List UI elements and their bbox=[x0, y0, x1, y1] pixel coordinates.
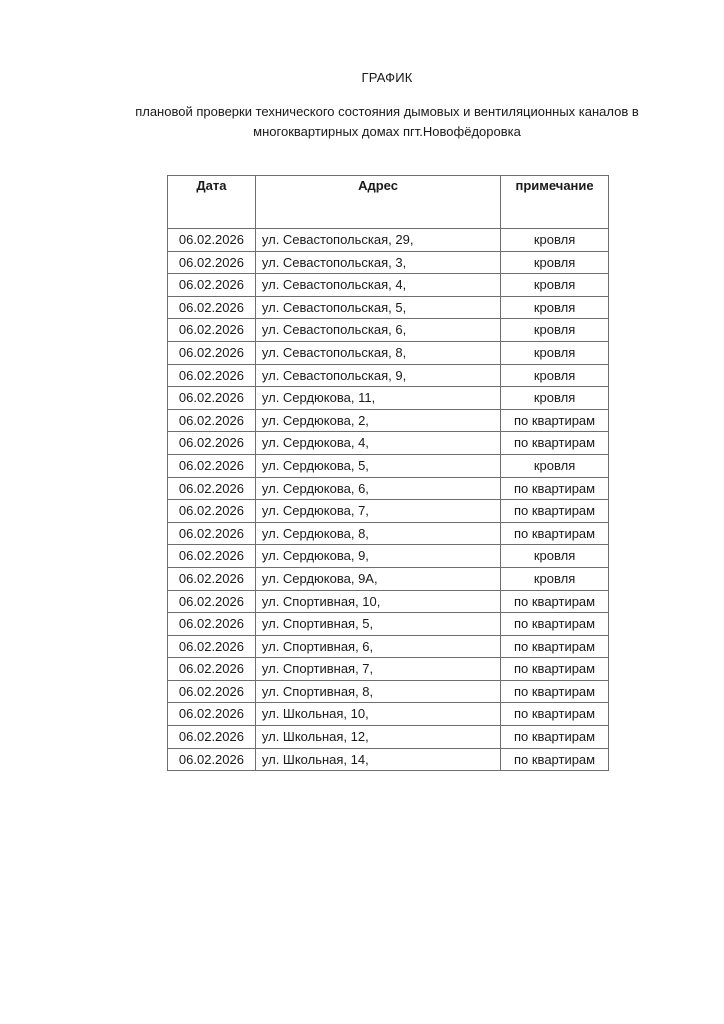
cell-note: кровля bbox=[501, 296, 609, 319]
cell-address: ул. Севастопольская, 9, bbox=[255, 364, 500, 387]
table-row bbox=[168, 703, 609, 726]
header-address: Адрес bbox=[255, 176, 500, 229]
table-row bbox=[168, 477, 609, 500]
header-note: примечание bbox=[501, 176, 609, 229]
table-row bbox=[168, 748, 609, 771]
table-body bbox=[168, 229, 609, 771]
cell-date: 06.02.2026 bbox=[168, 590, 256, 613]
cell-address: ул. Спортивная, 6, bbox=[255, 635, 500, 658]
table-row bbox=[168, 454, 609, 477]
cell-date: 06.02.2026 bbox=[168, 477, 256, 500]
table-row bbox=[168, 432, 609, 455]
cell-note: по квартирам bbox=[501, 658, 609, 681]
cell-address: ул. Сердюкова, 11, bbox=[255, 387, 500, 410]
cell-date: 06.02.2026 bbox=[168, 387, 256, 410]
subtitle-line-1: плановой проверки технического состояния дымовых и вентиляционных каналов в bbox=[135, 104, 639, 119]
cell-note: кровля bbox=[501, 274, 609, 297]
cell-address: ул. Спортивная, 7, bbox=[255, 658, 500, 681]
cell-address: ул. Школьная, 12, bbox=[255, 726, 500, 749]
cell-note: по квартирам bbox=[501, 613, 609, 636]
cell-note: кровля bbox=[501, 364, 609, 387]
table-row bbox=[168, 274, 609, 297]
cell-date: 06.02.2026 bbox=[168, 432, 256, 455]
cell-date: 06.02.2026 bbox=[168, 229, 256, 252]
cell-date: 06.02.2026 bbox=[168, 454, 256, 477]
cell-address: ул. Севастопольская, 3, bbox=[255, 251, 500, 274]
cell-date: 06.02.2026 bbox=[168, 726, 256, 749]
cell-note: кровля bbox=[501, 319, 609, 342]
cell-address: ул. Севастопольская, 5, bbox=[255, 296, 500, 319]
cell-address: ул. Спортивная, 8, bbox=[255, 680, 500, 703]
table-row bbox=[168, 364, 609, 387]
cell-address: ул. Севастопольская, 6, bbox=[255, 319, 500, 342]
cell-note: кровля bbox=[501, 251, 609, 274]
cell-date: 06.02.2026 bbox=[168, 409, 256, 432]
table-header-row bbox=[168, 176, 609, 229]
cell-date: 06.02.2026 bbox=[168, 703, 256, 726]
table-row bbox=[168, 726, 609, 749]
cell-date: 06.02.2026 bbox=[168, 522, 256, 545]
cell-note: кровля bbox=[501, 341, 609, 364]
table-row bbox=[168, 409, 609, 432]
table-row bbox=[168, 341, 609, 364]
cell-date: 06.02.2026 bbox=[168, 341, 256, 364]
table-row bbox=[168, 229, 609, 252]
table-row bbox=[168, 296, 609, 319]
cell-date: 06.02.2026 bbox=[168, 545, 256, 568]
cell-note: по квартирам bbox=[501, 703, 609, 726]
cell-note: по квартирам bbox=[501, 726, 609, 749]
table-row bbox=[168, 635, 609, 658]
cell-note: кровля bbox=[501, 229, 609, 252]
cell-address: ул. Спортивная, 10, bbox=[255, 590, 500, 613]
cell-address: ул. Сердюкова, 2, bbox=[255, 409, 500, 432]
cell-note: по квартирам bbox=[501, 635, 609, 658]
cell-date: 06.02.2026 bbox=[168, 680, 256, 703]
cell-note: по квартирам bbox=[501, 409, 609, 432]
table-row bbox=[168, 387, 609, 410]
table-row bbox=[168, 590, 609, 613]
cell-address: ул. Севастопольская, 8, bbox=[255, 341, 500, 364]
table-row bbox=[168, 613, 609, 636]
table-row bbox=[168, 567, 609, 590]
cell-address: ул. Школьная, 10, bbox=[255, 703, 500, 726]
cell-date: 06.02.2026 bbox=[168, 658, 256, 681]
cell-note: кровля bbox=[501, 545, 609, 568]
subtitle-line-2: многоквартирных домах пгт.Новофёдоровка bbox=[253, 124, 521, 139]
document-subtitle bbox=[110, 102, 664, 142]
cell-address: ул. Сердюкова, 5, bbox=[255, 454, 500, 477]
cell-date: 06.02.2026 bbox=[168, 274, 256, 297]
cell-note: по квартирам bbox=[501, 500, 609, 523]
cell-date: 06.02.2026 bbox=[168, 296, 256, 319]
cell-date: 06.02.2026 bbox=[168, 500, 256, 523]
cell-address: ул. Севастопольская, 4, bbox=[255, 274, 500, 297]
cell-note: кровля bbox=[501, 567, 609, 590]
table-row bbox=[168, 319, 609, 342]
table-row bbox=[168, 680, 609, 703]
cell-address: ул. Севастопольская, 29, bbox=[255, 229, 500, 252]
table-row bbox=[168, 522, 609, 545]
cell-address: ул. Сердюкова, 7, bbox=[255, 500, 500, 523]
cell-address: ул. Сердюкова, 4, bbox=[255, 432, 500, 455]
cell-date: 06.02.2026 bbox=[168, 613, 256, 636]
cell-date: 06.02.2026 bbox=[168, 567, 256, 590]
cell-date: 06.02.2026 bbox=[168, 635, 256, 658]
cell-note: кровля bbox=[501, 387, 609, 410]
cell-address: ул. Сердюкова, 9А, bbox=[255, 567, 500, 590]
cell-note: по квартирам bbox=[501, 748, 609, 771]
cell-note: по квартирам bbox=[501, 680, 609, 703]
header-date: Дата bbox=[168, 176, 256, 229]
cell-date: 06.02.2026 bbox=[168, 364, 256, 387]
cell-note: по квартирам bbox=[501, 432, 609, 455]
cell-address: ул. Сердюкова, 9, bbox=[255, 545, 500, 568]
table-row bbox=[168, 500, 609, 523]
cell-address: ул. Спортивная, 5, bbox=[255, 613, 500, 636]
table-row bbox=[168, 545, 609, 568]
cell-note: кровля bbox=[501, 454, 609, 477]
cell-address: ул. Школьная, 14, bbox=[255, 748, 500, 771]
cell-note: по квартирам bbox=[501, 477, 609, 500]
cell-date: 06.02.2026 bbox=[168, 319, 256, 342]
schedule-table bbox=[167, 175, 609, 771]
cell-date: 06.02.2026 bbox=[168, 251, 256, 274]
cell-address: ул. Сердюкова, 8, bbox=[255, 522, 500, 545]
table-row bbox=[168, 658, 609, 681]
document-title: ГРАФИК bbox=[361, 70, 413, 85]
cell-note: по квартирам bbox=[501, 590, 609, 613]
table-row bbox=[168, 251, 609, 274]
cell-address: ул. Сердюкова, 6, bbox=[255, 477, 500, 500]
cell-date: 06.02.2026 bbox=[168, 748, 256, 771]
cell-note: по квартирам bbox=[501, 522, 609, 545]
